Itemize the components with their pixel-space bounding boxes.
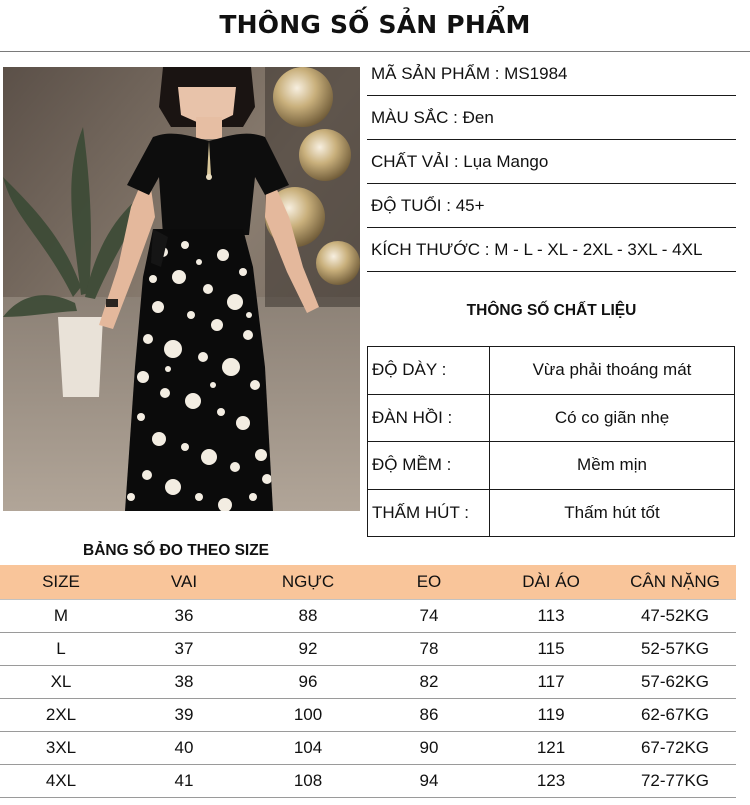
table-cell: 115 [488, 632, 614, 665]
material-row [368, 442, 735, 490]
table-cell: 90 [370, 731, 488, 764]
spec-product-code: MÃ SẢN PHẨM : MS1984 [367, 52, 736, 96]
spec-color: MÀU SẮC : Đen [367, 96, 736, 140]
table-cell: 38 [122, 665, 246, 698]
table-row [0, 632, 736, 665]
column-header: SIZE [0, 565, 122, 599]
table-cell: 72-77KG [614, 764, 736, 797]
spec-sizes: KÍCH THƯỚC : M - L - XL - 2XL - 3XL - 4XL [367, 228, 736, 272]
polka-dot-skirt [125, 229, 273, 511]
column-header: NGỰC [246, 565, 370, 599]
table-cell: 100 [246, 698, 370, 731]
size-chart-title: BẢNG SỐ ĐO THEO SIZE [83, 542, 270, 559]
material-table [367, 346, 735, 537]
material-row [368, 347, 735, 395]
table-cell: 4XL [0, 764, 122, 797]
table-cell: 82 [370, 665, 488, 698]
material-row [368, 394, 735, 442]
table-cell: 104 [246, 731, 370, 764]
size-chart-table [0, 565, 736, 798]
table-cell: 39 [122, 698, 246, 731]
table-cell: 86 [370, 698, 488, 731]
model-neck [196, 117, 222, 139]
product-photo [3, 67, 360, 511]
bracelet [106, 299, 118, 307]
material-value: Thấm hút tốt [490, 489, 735, 537]
material-label: ĐỘ DÀY : [368, 347, 490, 395]
material-label: ĐÀN HỒI : [368, 394, 490, 442]
table-cell: 47-52KG [614, 599, 736, 632]
table-row [0, 764, 736, 797]
table-cell: 113 [488, 599, 614, 632]
table-cell: 121 [488, 731, 614, 764]
table-cell: 40 [122, 731, 246, 764]
spec-age: ĐỘ TUỔI : 45+ [367, 184, 736, 228]
table-cell: 36 [122, 599, 246, 632]
size-header-row [0, 565, 736, 599]
table-cell: 119 [488, 698, 614, 731]
table-cell: 123 [488, 764, 614, 797]
table-cell: 78 [370, 632, 488, 665]
necklace-pendant [206, 174, 212, 180]
table-row [0, 731, 736, 764]
table-cell: 94 [370, 764, 488, 797]
table-cell: 88 [246, 599, 370, 632]
material-section-title: THÔNG SỐ CHẤT LIỆU [466, 302, 637, 319]
table-cell: 96 [246, 665, 370, 698]
column-header: VAI [122, 565, 246, 599]
table-row [0, 665, 736, 698]
column-header: CÂN NẶNG [614, 565, 736, 599]
table-cell: 41 [122, 764, 246, 797]
table-cell: XL [0, 665, 122, 698]
table-cell: 62-67KG [614, 698, 736, 731]
plant-pot [58, 317, 103, 397]
table-cell: 57-62KG [614, 665, 736, 698]
table-cell: 74 [370, 599, 488, 632]
table-cell: 92 [246, 632, 370, 665]
table-row [0, 698, 736, 731]
table-cell: 117 [488, 665, 614, 698]
spec-fabric: CHẤT VẢI : Lụa Mango [367, 140, 736, 184]
table-cell: M [0, 599, 122, 632]
material-value: Vừa phải thoáng mát [490, 347, 735, 395]
table-cell: 2XL [0, 698, 122, 731]
table-cell: L [0, 632, 122, 665]
table-row [0, 599, 736, 632]
table-cell: 37 [122, 632, 246, 665]
table-cell: 52-57KG [614, 632, 736, 665]
material-value: Mềm mịn [490, 442, 735, 490]
table-cell: 67-72KG [614, 731, 736, 764]
material-label: THẤM HÚT : [368, 489, 490, 537]
material-value: Có co giãn nhẹ [490, 394, 735, 442]
page-title: THÔNG SỐ SẢN PHẨM [219, 10, 531, 39]
material-row [368, 489, 735, 537]
table-cell: 108 [246, 764, 370, 797]
table-cell: 3XL [0, 731, 122, 764]
column-header: EO [370, 565, 488, 599]
material-label: ĐỘ MỀM : [368, 442, 490, 490]
column-header: DÀI ÁO [488, 565, 614, 599]
